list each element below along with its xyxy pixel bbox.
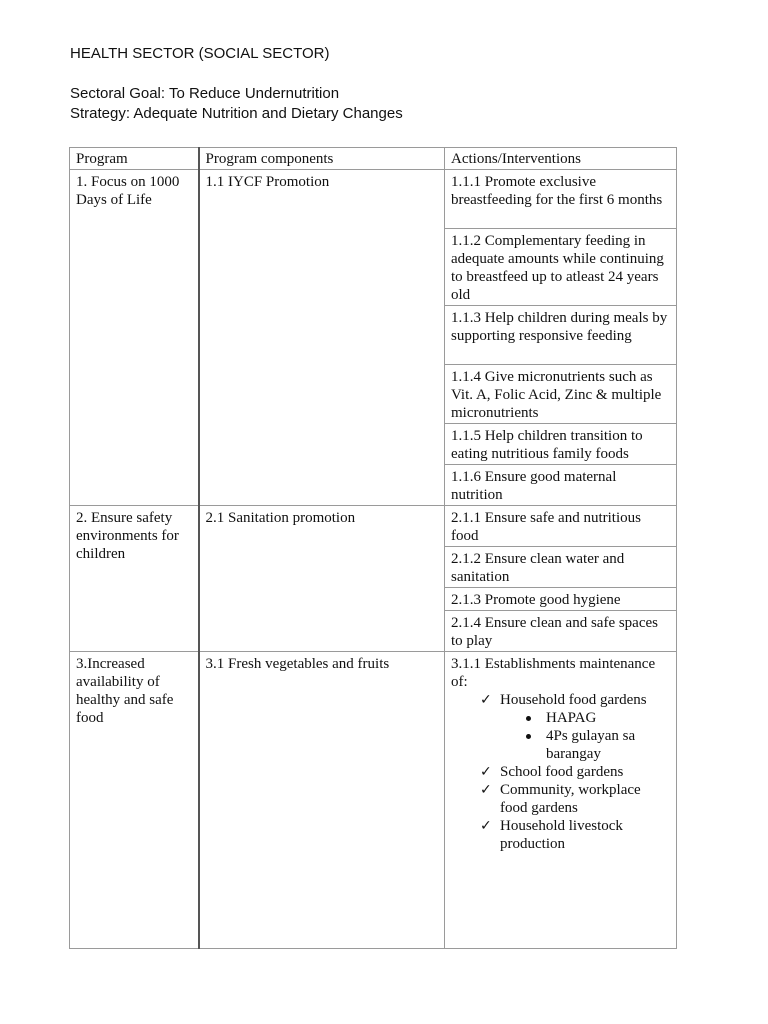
action-cell: 1.1.1 Promote exclusive breastfeeding for the first 6 months <box>445 170 677 229</box>
document-header <box>70 44 403 124</box>
column-header-program: Program <box>70 148 199 170</box>
checkmark-icon: ✓ <box>480 692 492 708</box>
list-item-label: Household food gardens <box>500 692 647 708</box>
component-cell: 2.1 Sanitation promotion <box>199 506 445 652</box>
list-item <box>480 691 671 763</box>
bullet-icon <box>526 716 531 721</box>
list-item-label: School food gardens <box>500 764 624 780</box>
action-cell <box>445 652 677 949</box>
program-cell: 2. Ensure safety environments for children <box>70 506 199 652</box>
action-cell: 1.1.3 Help children during meals by supporting responsive feeding <box>445 306 677 365</box>
action-cell: 2.1.2 Ensure clean water and sanitation <box>445 547 677 588</box>
list-item <box>480 817 671 853</box>
list-item <box>480 781 671 817</box>
bullet-icon <box>526 734 531 739</box>
action-cell: 1.1.4 Give micronutrients such as Vit. A, Folic Acid, Zinc & multiple micronutrients <box>445 365 677 424</box>
action-cell: 1.1.5 Help children transition to eating nutritious family foods <box>445 424 677 465</box>
list-item <box>526 727 671 763</box>
component-cell: 1.1 IYCF Promotion <box>199 170 445 506</box>
program-table <box>69 147 677 949</box>
list-item <box>526 709 671 727</box>
action-cell: 2.1.1 Ensure safe and nutritious food <box>445 506 677 547</box>
sectoral-goal: Sectoral Goal: To Reduce Undernutrition <box>70 85 340 102</box>
action-cell: 2.1.3 Promote good hygiene <box>445 588 677 611</box>
action-intro: 3.1.1 Establishments maintenance of: <box>451 656 656 690</box>
list-item-label: 4Ps gulayan sa barangay <box>546 728 636 762</box>
list-item-label: Community, workplace food gardens <box>500 782 641 816</box>
program-cell: 3.Increased availability of healthy and safe food <box>70 652 199 949</box>
strategy: Strategy: Adequate Nutrition and Dietary Changes <box>70 105 403 122</box>
table-header-row <box>70 148 677 170</box>
list-item <box>480 763 671 781</box>
action-cell: 2.1.4 Ensure clean and safe spaces to play <box>445 611 677 652</box>
table-row <box>70 170 677 229</box>
document-title: HEALTH SECTOR (SOCIAL SECTOR) <box>70 45 330 62</box>
program-cell: 1. Focus on 1000 Days of Life <box>70 170 199 506</box>
checkmark-icon: ✓ <box>480 782 492 798</box>
column-header-actions: Actions/Interventions <box>445 148 677 170</box>
table-row <box>70 652 677 949</box>
list-item-label: Household livestock production <box>500 818 623 852</box>
list-item-label: HAPAG <box>546 710 597 726</box>
checklist <box>451 691 671 853</box>
table-row <box>70 506 677 547</box>
column-header-components: Program components <box>199 148 445 170</box>
checkmark-icon: ✓ <box>480 818 492 834</box>
sub-bullet-list <box>500 709 671 763</box>
action-cell: 1.1.6 Ensure good maternal nutrition <box>445 465 677 506</box>
component-cell: 3.1 Fresh vegetables and fruits <box>199 652 445 949</box>
action-cell: 1.1.2 Complementary feeding in adequate amounts while continuing to breastfeed up to atleast 24 years old <box>445 229 677 306</box>
checkmark-icon: ✓ <box>480 764 492 780</box>
